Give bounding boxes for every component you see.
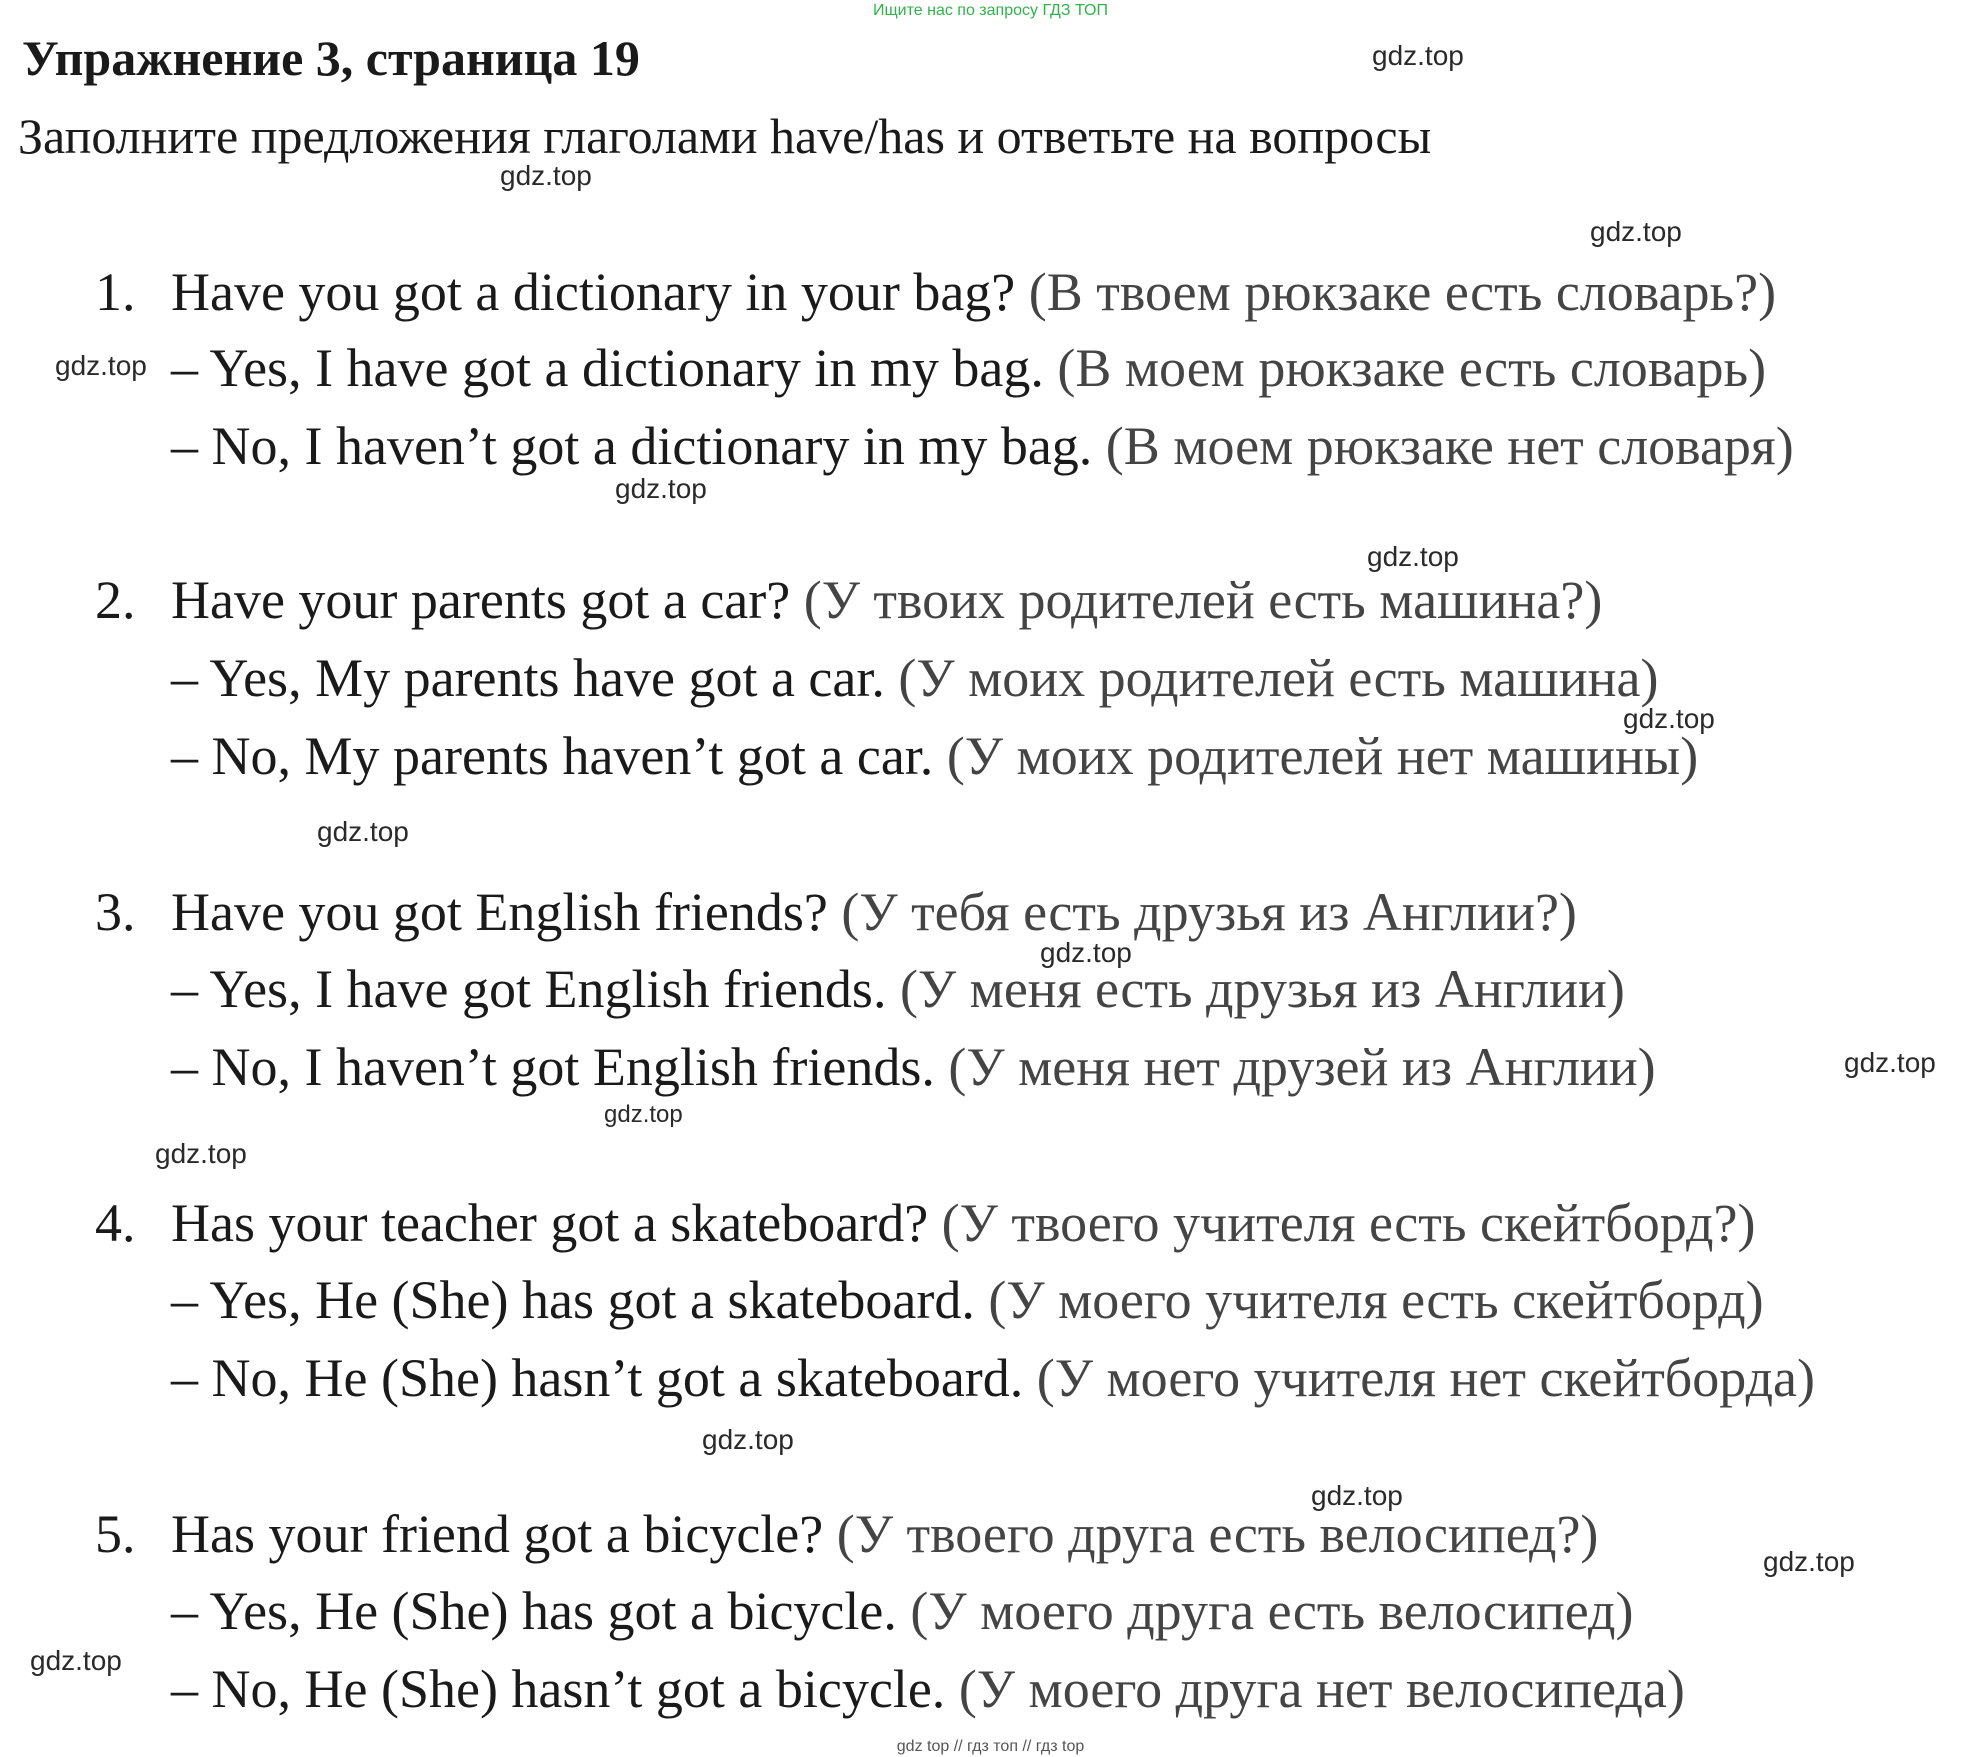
- watermark: gdz.top: [1372, 40, 1464, 71]
- answer-no-ru: (У меня нет друзей из Англии): [948, 1037, 1656, 1097]
- item-number: 3.: [95, 882, 136, 942]
- answer-yes-en: – Yes, He (She) has got a skateboard.: [171, 1270, 975, 1330]
- answer-no-line: [171, 1657, 1685, 1721]
- answer-yes-ru: (У моего друга есть велосипед): [910, 1581, 1634, 1641]
- answer-yes-en: – Yes, He (She) has got a bicycle.: [171, 1581, 897, 1641]
- watermark: gdz.top: [1623, 703, 1715, 734]
- watermark: gdz.top: [1367, 541, 1459, 572]
- watermark: gdz.top: [30, 1645, 122, 1676]
- answer-no-ru: (В моем рюкзаке нет словаря): [1105, 416, 1794, 476]
- question-en: Has your teacher got a skateboard?: [171, 1193, 929, 1253]
- task-instruction: Заполните предложения глаголами have/has и ответьте на вопросы: [18, 108, 1432, 164]
- watermark: gdz.top: [500, 160, 592, 191]
- answer-no-en: – No, I haven’t got English friends.: [171, 1037, 935, 1097]
- answer-yes-ru: (В моем рюкзаке есть словарь): [1057, 338, 1767, 398]
- answer-no-en: – No, My parents haven’t got a car.: [171, 726, 934, 786]
- watermark: gdz.top: [155, 1138, 247, 1169]
- footer-watermark: gdz top // гдз топ // гдз top: [896, 1738, 1085, 1755]
- answer-yes-en: – Yes, I have got English friends.: [171, 959, 887, 1019]
- question-line: [95, 1191, 1755, 1255]
- answer-no-en: – No, I haven’t got a dictionary in my bag.: [171, 416, 1093, 476]
- watermark: gdz.top: [317, 816, 409, 847]
- question-ru: (У тебя есть друзья из Англии?): [841, 882, 1577, 942]
- question-en: Have you got a dictionary in your bag?: [171, 262, 1016, 322]
- answer-no-line: [171, 414, 1794, 478]
- watermark: gdz.top: [1040, 937, 1132, 968]
- answer-no-en: – No, He (She) hasn’t got a bicycle.: [171, 1659, 946, 1719]
- search-banner: Ищите нас по запросу ГДЗ ТОП: [873, 2, 1108, 19]
- item-number: 2.: [95, 570, 136, 630]
- watermark: gdz.top: [1763, 1546, 1855, 1577]
- watermark: gdz.top: [1590, 216, 1682, 247]
- watermark: gdz.top: [1844, 1047, 1936, 1078]
- answer-no-line: [171, 1035, 1656, 1099]
- watermark: gdz.top: [55, 350, 147, 381]
- answer-yes-line: [171, 646, 1658, 710]
- item-number: 1.: [95, 262, 136, 322]
- answer-yes-ru: (У моих родителей есть машина): [898, 648, 1659, 708]
- answer-no-line: [171, 1346, 1815, 1410]
- question-line: [95, 568, 1602, 632]
- answer-yes-line: [171, 1579, 1634, 1643]
- item-number: 5.: [95, 1504, 136, 1564]
- question-ru: (У твоего друга есть велосипед?): [836, 1504, 1599, 1564]
- answer-no-line: [171, 724, 1698, 788]
- question-ru: (В твоем рюкзаке есть словарь?): [1028, 262, 1777, 322]
- answer-yes-en: – Yes, I have got a dictionary in my bag.: [171, 338, 1044, 398]
- page-title: Упражнение 3, страница 19: [22, 30, 640, 86]
- watermark: gdz.top: [615, 473, 707, 504]
- answer-no-ru: (У моего учителя нет скейтборда): [1036, 1348, 1815, 1408]
- watermark: gdz.top: [702, 1424, 794, 1455]
- answer-yes-line: [171, 336, 1766, 400]
- answer-yes-en: – Yes, My parents have got a car.: [171, 648, 885, 708]
- item-number: 4.: [95, 1193, 136, 1253]
- answer-no-ru: (У моего друга нет велосипеда): [958, 1659, 1685, 1719]
- watermark: gdz.top: [604, 1101, 683, 1128]
- watermark: gdz.top: [1311, 1480, 1403, 1511]
- answer-yes-ru: (У меня есть друзья из Англии): [899, 959, 1625, 1019]
- question-en: Have you got English friends?: [171, 882, 828, 942]
- question-en: Have your parents got a car?: [171, 570, 791, 630]
- answer-no-ru: (У моих родителей нет машины): [946, 726, 1699, 786]
- question-ru: (У твоего учителя есть скейтборд?): [941, 1193, 1756, 1253]
- answer-no-en: – No, He (She) hasn’t got a skateboard.: [171, 1348, 1024, 1408]
- answer-yes-line: [171, 1268, 1764, 1332]
- question-line: [95, 260, 1776, 324]
- question-ru: (У твоих родителей есть машина?): [803, 570, 1603, 630]
- answer-yes-line: [171, 957, 1625, 1021]
- question-en: Has your friend got a bicycle?: [171, 1504, 824, 1564]
- answer-yes-ru: (У моего учителя есть скейтборд): [988, 1270, 1764, 1330]
- question-line: [95, 880, 1577, 944]
